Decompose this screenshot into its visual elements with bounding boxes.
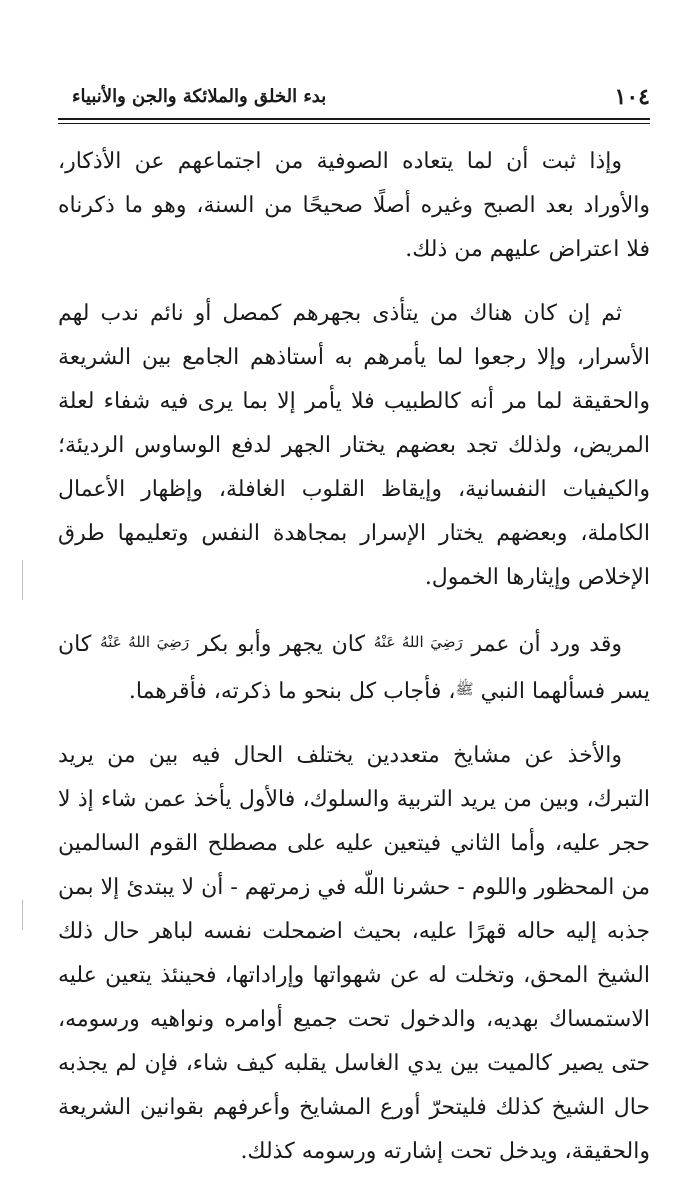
paragraph-3-part-2: كان يجهر وأبو بكر bbox=[189, 632, 374, 657]
scan-edge-mark bbox=[22, 560, 23, 600]
honorific-prophet: ﷺ bbox=[455, 680, 474, 698]
scan-edge-mark-lower bbox=[22, 900, 23, 930]
paragraph-4: والأخذ عن مشايخ متعددين يختلف الحال فيه بين من يريد التبرك، وبين من يريد التربية والسلوك، فالأول يأخذ عمن شاء إذ لا حجر عليه، وأما الثاني فيتعين عليه على مصطلح القوم السالمين من المحظور واللوم - حشرنا اللّه في زمرتهم - أن لا يبتدئ إلا بمن جذبه إليه حاله قهرًا عليه، بحيث اضمحلت نفسه لباهر حال ذلك الشيخ المحق، وتخلت له عن شهواتها وإراداتها، فحينئذ يتعين عليه الاستمساك بهديه، والدخول تحت جميع أوامره ونواهيه ورسومه، حتى يصير كالميت بين يدي الغاسل يقلبه كيف شاء، فإن لم يجذبه حال الشيخ كذلك فليتحرّ أورع المشايخ وأعرفهم بقوانين الشريعة والحقيقة، ويدخل تحت إشارته ورسومه كذلك. bbox=[58, 743, 650, 1164]
honorific-umar: رَضِيَ اللهُ عَنْهُ bbox=[373, 633, 463, 651]
header-rule-thin bbox=[58, 123, 650, 124]
body-text bbox=[58, 140, 650, 1194]
paragraph-3-part-4: ، فأجاب كل بنحو ما ذكرته، فأقرهما. bbox=[128, 679, 456, 704]
paragraph-3 bbox=[58, 620, 650, 714]
paragraph-1: وإذا ثبت أن لما يتعاده الصوفية من اجتماعهم عن الأذكار، والأوراد بعد الصبح وغيره أصلًا صحيحًا من السنة، وهو ما ذكرناه فلا اعتراض عليهم من ذلك. bbox=[58, 149, 650, 262]
honorific-abu-bakr: رَضِيَ اللهُ عَنْهُ bbox=[100, 633, 190, 651]
paragraph-2: ثم إن كان هناك من يتأذى بجهرهم كمصل أو نائم ندب لهم الأسرار، وإلا رجعوا لما يأمرهم به أستاذهم الجامع بين الشريعة والحقيقة لما مر أنه كالطبيب فلا يأمر إلا بما يرى فيه شفاء لعلة المريض، ولذلك تجد بعضهم يختار الجهر لدفع الوساوس الرديئة؛ والكيفيات النفسانية، وإيقاظ القلوب الغافلة، وإظهار الأعمال الكاملة، وبعضهم يختار الإسرار بمجاهدة النفس وتعليمها طرق الإخلاص وإيثارها الخمول. bbox=[58, 301, 650, 590]
page-header bbox=[72, 80, 650, 114]
header-rule-thick bbox=[58, 118, 650, 120]
running-title: بدء الخلق والملائكة والجن والأنبياء bbox=[72, 86, 327, 107]
paragraph-3-part-3: كان يسر فسألهما النبي bbox=[58, 632, 650, 704]
page-number: ١٠٤ bbox=[614, 84, 650, 110]
paragraph-3-part-1: وقد ورد أن عمر bbox=[462, 632, 622, 657]
